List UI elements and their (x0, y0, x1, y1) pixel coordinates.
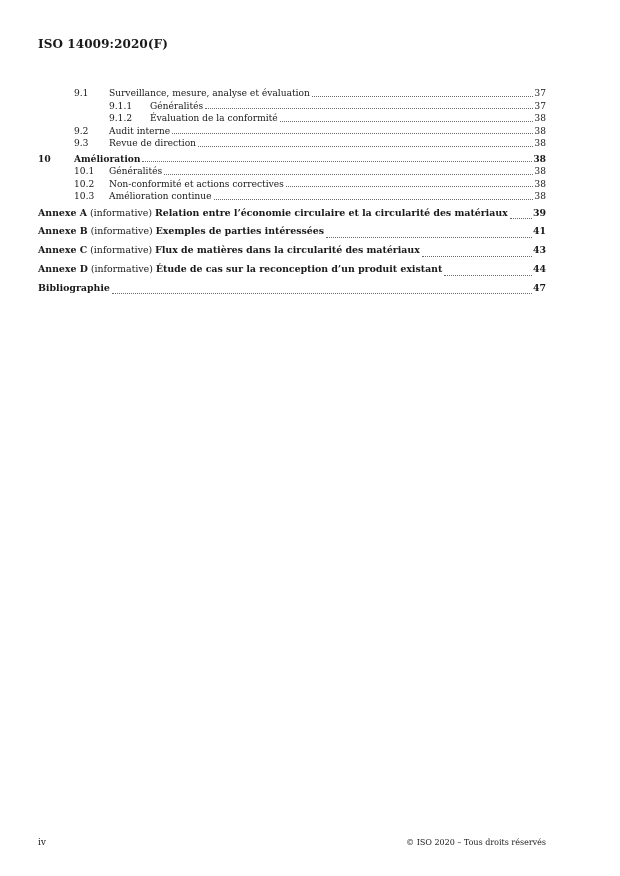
toc-title: Surveillance, mesure, analyse et évaluation (109, 89, 310, 99)
toc-entry-9-1-2[interactable] (38, 113, 546, 126)
dot-leader (198, 146, 533, 147)
toc-title: Évaluation de la conformité (150, 114, 278, 124)
toc-entry-annex-b[interactable] (38, 223, 546, 242)
dot-leader (280, 121, 533, 122)
annex-type: (informative) (90, 245, 153, 257)
toc-entry-9-1-1[interactable] (38, 101, 546, 114)
annex-label: Annexe D (38, 263, 88, 275)
annex-title: Flux de matières dans la circularité des matériaux (155, 245, 420, 257)
annex-type: (informative) (90, 226, 153, 238)
toc-entry-annex-c[interactable] (38, 242, 546, 261)
dot-leader (214, 199, 533, 200)
dot-leader (205, 108, 533, 109)
annex-label: Annexe A (38, 207, 87, 219)
dot-leader (164, 174, 533, 175)
dot-leader (326, 237, 532, 238)
toc-page: 38 (533, 153, 546, 165)
toc-number: 9.3 (74, 139, 89, 149)
toc-page: 38 (534, 114, 546, 124)
toc-title: Généralités (109, 167, 163, 177)
toc-entry-9-3[interactable] (38, 138, 546, 151)
toc-title: Amélioration (74, 153, 141, 165)
dot-leader (510, 218, 532, 219)
toc-number: 9.2 (74, 126, 89, 137)
toc-title: Généralités (150, 101, 204, 112)
toc-entry-annex-d[interactable] (38, 261, 546, 280)
toc-page: 38 (534, 192, 546, 202)
toc-page: 39 (532, 207, 546, 219)
dot-leader (286, 186, 533, 187)
toc-entry-9-2[interactable] (38, 126, 546, 139)
annex-heading (38, 205, 508, 224)
toc-number: 9.1.1 (109, 101, 133, 112)
annex-type: (informative) (89, 207, 152, 219)
toc-page: 47 (532, 282, 546, 294)
toc-number: 9.1 (74, 89, 89, 99)
toc-entry-bibliography[interactable] (38, 280, 546, 299)
toc-page: 38 (534, 139, 546, 149)
toc-title: Non-conformité et actions correctives (109, 179, 284, 190)
toc-number: 10.1 (74, 167, 95, 177)
annex-heading (38, 261, 442, 280)
toc-page: 44 (532, 263, 546, 275)
toc-entry-10-1[interactable] (38, 166, 546, 179)
toc-page: 41 (532, 226, 546, 238)
toc-page: 43 (532, 245, 546, 257)
toc-number: 9.1.2 (109, 114, 133, 124)
annex-heading (38, 223, 324, 242)
toc-entry-annex-a[interactable] (38, 205, 546, 224)
dot-leader (444, 275, 532, 276)
toc-page: 37 (534, 89, 546, 99)
toc-page: 38 (534, 126, 546, 137)
toc-page: 38 (534, 167, 546, 177)
toc-title: Bibliographie (38, 282, 110, 294)
annex-title: Étude de cas sur la reconception d’un produit existant (155, 263, 443, 275)
annex-title: Relation entre l’économie circulaire et la circularité des matériaux (154, 207, 508, 219)
toc-number: 10 (38, 153, 51, 165)
footer-copyright: © ISO 2020 – Tous droits réservés (406, 838, 546, 847)
annex-label: Annexe C (38, 245, 88, 257)
footer-page-number: iv (38, 838, 46, 848)
toc-title: Revue de direction (109, 139, 197, 149)
toc-number: 10.2 (74, 179, 95, 190)
dot-leader (172, 133, 533, 134)
dot-leader (422, 256, 532, 257)
dot-leader (312, 96, 533, 97)
toc-page: 37 (534, 101, 546, 112)
toc-entry-9-1[interactable] (38, 88, 546, 101)
toc-number: 10.3 (74, 192, 95, 202)
dot-leader (112, 293, 532, 294)
toc-entry-10-2[interactable] (38, 179, 546, 192)
document-id-header: ISO 14009:2020(F) (38, 37, 169, 51)
toc-title: Amélioration continue (109, 192, 212, 202)
dot-leader (142, 161, 532, 162)
toc-page: 38 (534, 179, 546, 190)
toc-entry-10[interactable] (38, 154, 546, 167)
toc-entry-10-3[interactable] (38, 191, 546, 204)
annex-heading (38, 242, 420, 261)
toc-title: Audit interne (109, 126, 171, 137)
annex-type: (informative) (90, 263, 153, 275)
annex-title: Exemples de parties intéressées (155, 226, 324, 238)
table-of-contents (38, 88, 546, 298)
annex-label: Annexe B (38, 226, 88, 238)
